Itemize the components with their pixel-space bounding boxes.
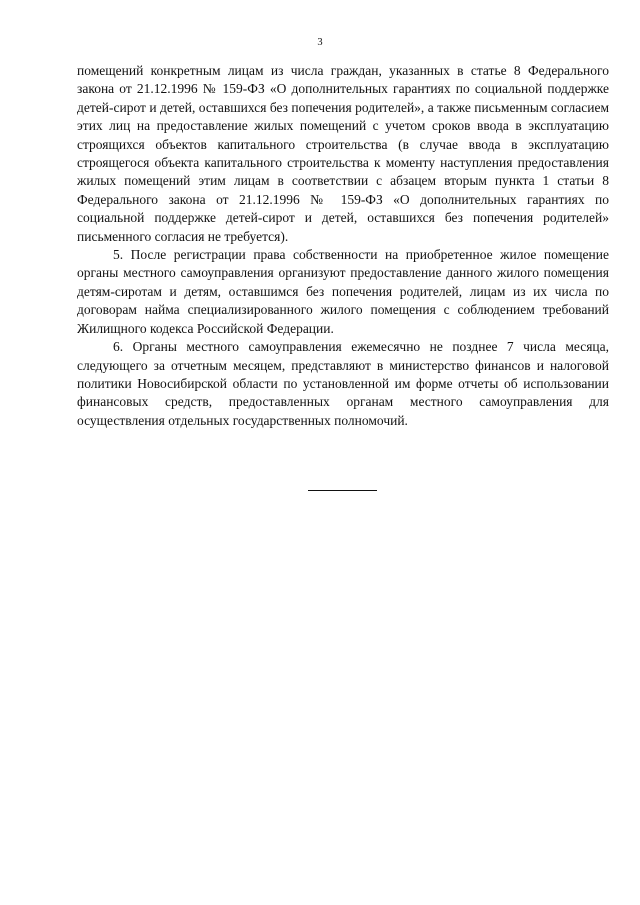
end-of-document-rule — [308, 490, 377, 491]
paragraph-continuation: помещений конкретным лицам из числа граждан, указанных в статье 8 Федерального закона от 21.12.1996 № 159-ФЗ «О дополнительных гарантиях по социальной поддержке детей-сирот и детей, оставшихся без попечения родителей», а также письменным согласием этих лиц на предоставление жилых помещений с учетом сроков ввода в эксплуатацию строящихся объектов капитального строительства (в случае ввода в эксплуатацию строящегося объекта капитального строительства к моменту наступления предоставления жилых помещений этим лицам в соответствии с абзацем вторым пункта 1 статьи 8 Федерального закона от 21.12.1996 № 159-ФЗ «О дополнительных гарантиях по социальной поддержке детей-сирот и детей, оставшихся без попечения родителей» письменного согласия не требуется). — [77, 63, 609, 244]
document-body — [77, 62, 609, 430]
page-number: 3 — [317, 37, 323, 48]
paragraph-item-5: 5. После регистрации права собственности на приобретенное жилое помещение органы местного самоуправления организуют предоставление данного жилого помещения детям-сиротам и детям, оставшимся без попечения родителей, лицам из их числа по договорам найма специализированного жилого помещения с соблюдением требований Жилищного кодекса Российской Федерации. — [77, 247, 609, 336]
paragraph-item-6: 6. Органы местного самоуправления ежемесячно не позднее 7 числа месяца, следующего за отчетным месяцем, представляют в министерство финансов и налоговой политики Новосибирской области по установленной им форме отчеты об использовании финансовых средств, предоставленных органам местного самоуправления для осуществления отдельных государственных полномочий. — [77, 339, 609, 428]
